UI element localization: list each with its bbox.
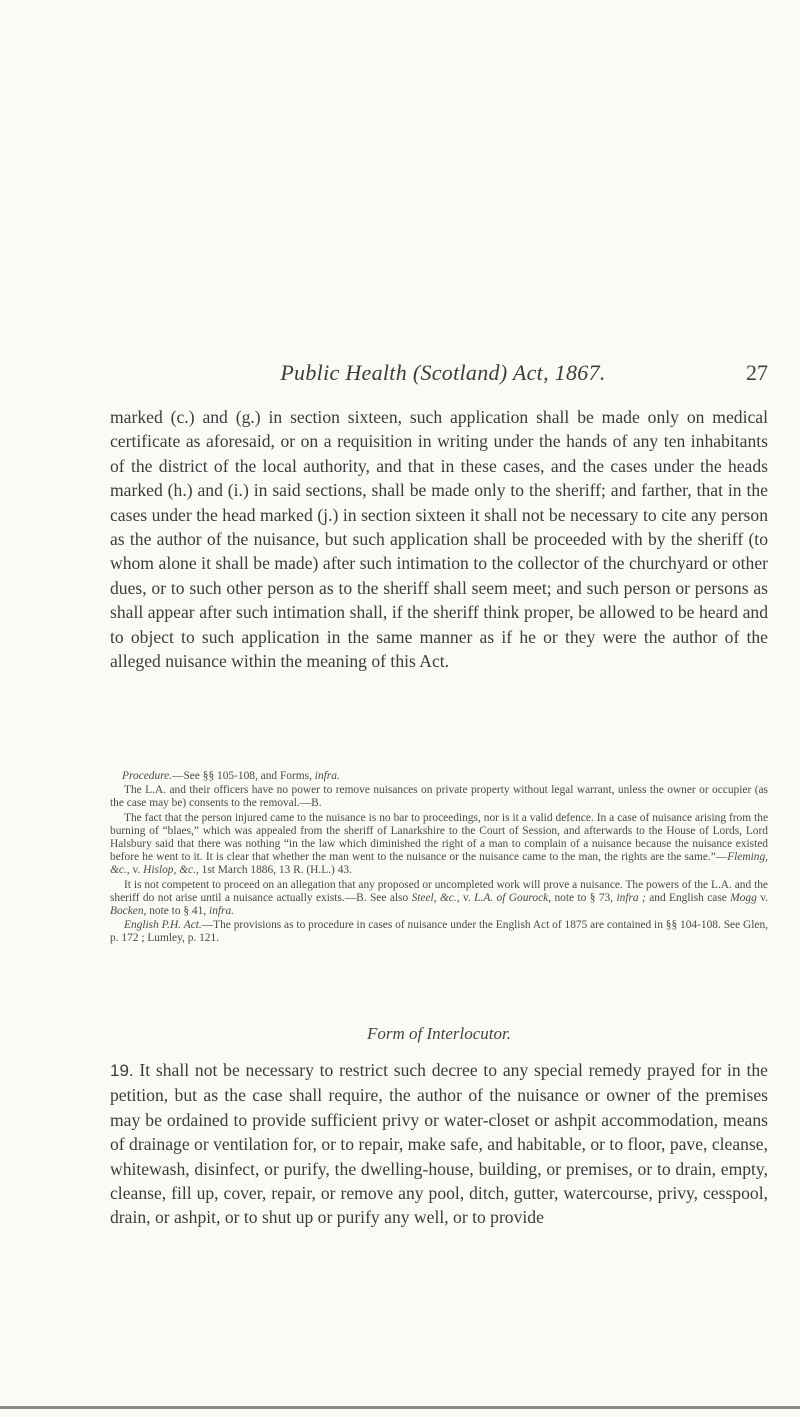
versus: v. bbox=[459, 891, 475, 904]
note-procedure-infra: infra. bbox=[314, 770, 340, 782]
case-name-fleming: Fleming, &c., bbox=[110, 851, 768, 877]
section-number: 19. bbox=[110, 1061, 134, 1080]
case-name-bocken: Bocken, bbox=[110, 905, 147, 918]
note-came-to-nuisance bbox=[110, 812, 768, 878]
running-head-title: Public Health (Scotland) Act, 1867. bbox=[280, 360, 606, 385]
citation-mogg: note to § 41, bbox=[146, 905, 210, 918]
note-came-to-nuisance-text: The fact that the person injured came to the nuisance is no bar to proceedings, nor is it a valid defence. In a case of nuisance arising from the burning of “blaes,” which was appealed from the sheriff of Lanarkshire to the Court of Session, and afterwards to the House of Lords, Lord Halsbury said that there was nothing “in the law which diminished the right of a man to complain of a nuisance because the nuisance existed before he went to it. It is clear that whether the man went to the nuisance or the nuisance came to the man, the rights are the same.”— bbox=[110, 811, 768, 864]
note-english-text: —The provisions as to procedure in cases of nuisance under the English Act of 1875 are contained in §§ 104-108. See Glen, p. 172 ; Lumley, p. 121. bbox=[110, 919, 768, 945]
citation-fleming: 1st March 1886, 13 R. (H.L.) 43. bbox=[198, 864, 352, 877]
versus: v. bbox=[756, 891, 769, 904]
case-name-hislop: Hislop, &c., bbox=[143, 864, 199, 877]
page-bottom-rule bbox=[0, 1406, 800, 1409]
note-procedure-text: —See §§ 105-108, and Forms, bbox=[172, 770, 315, 782]
note-english-act bbox=[110, 919, 768, 945]
page-number: 27 bbox=[746, 360, 768, 385]
english-case-text: and English case bbox=[645, 891, 731, 904]
section-heading: Form of Interlocutor. bbox=[366, 1024, 512, 1043]
note-not-competent-text: It is not competent to proceed on an allegation that any proposed or uncompleted work will prove a nuisance. The powers of the L.A. and the sheriff do not arise until a nuisance actually exists.—B. See also bbox=[110, 878, 768, 904]
note-not-competent bbox=[110, 879, 768, 919]
note-legal-warrant: The L.A. and their officers have no power to remove nuisances on private property without legal warrant, unless the owner or occupier (as the case may be) consents to the removal.—B. bbox=[110, 784, 768, 810]
commentary-notes bbox=[110, 770, 768, 947]
case-name-steel: Steel, &c., bbox=[411, 891, 460, 904]
case-name-gourock: L.A. of Gourock, bbox=[474, 891, 552, 904]
note-english-label: English P.H. Act. bbox=[124, 919, 202, 932]
citation-steel: note to § 73, bbox=[551, 891, 617, 904]
versus: v. bbox=[129, 864, 144, 877]
note-procedure-label: Procedure. bbox=[122, 770, 173, 782]
infra-ref: infra ; bbox=[616, 891, 646, 904]
note-procedure bbox=[110, 770, 768, 783]
body-paragraph-continued: marked (c.) and (g.) in section sixteen, such application shall be made only on medical certificate as aforesaid, or on a requisition in writing under the hands of any ten inhabitants of the district of the local authority, and that in these cases, and the cases under the heads marked (h.) and (i.) in said sections, shall be made only to the sheriff; and farther, that in the cases under the head marked (j.) in section sixteen it shall not be necessary to cite any person as the author of the nuisance, but such application shall be proceeded with by the sheriff (to whom alone it shall be made) after such intimation to the collector of the churchyard or other dues, or to such other person as to the sheriff shall seem meet; and such person or persons as shall appear after such intimation shall, if the sheriff think proper, be allowed to be heard and to object to such application in the same manner as if he or they were the author of the alleged nuisance within the meaning of this Act. bbox=[110, 407, 768, 672]
case-name-mogg: Mogg bbox=[730, 891, 757, 904]
section-19-text: It shall not be necessary to restrict such decree to any special remedy prayed for in the petition, but as the case shall require, the author of the nuisance or owner of the premises may be ordained to provide sufficient privy or water-closet or ashpit accommodation, means of drainage or ventilation for, or to repair, make safe, and habitable, or to floor, pave, cleanse, whitewash, disinfect, or purify, the dwelling-house, building, or premises, or to drain, empty, cleanse, fill up, cover, repair, or remove any pool, ditch, gutter, watercourse, privy, cesspool, drain, or ashpit, or to shut up or purify any well, or to provide bbox=[110, 1060, 768, 1228]
section-19 bbox=[110, 1058, 768, 1230]
running-head bbox=[118, 360, 768, 390]
infra-ref: infra. bbox=[209, 905, 235, 918]
